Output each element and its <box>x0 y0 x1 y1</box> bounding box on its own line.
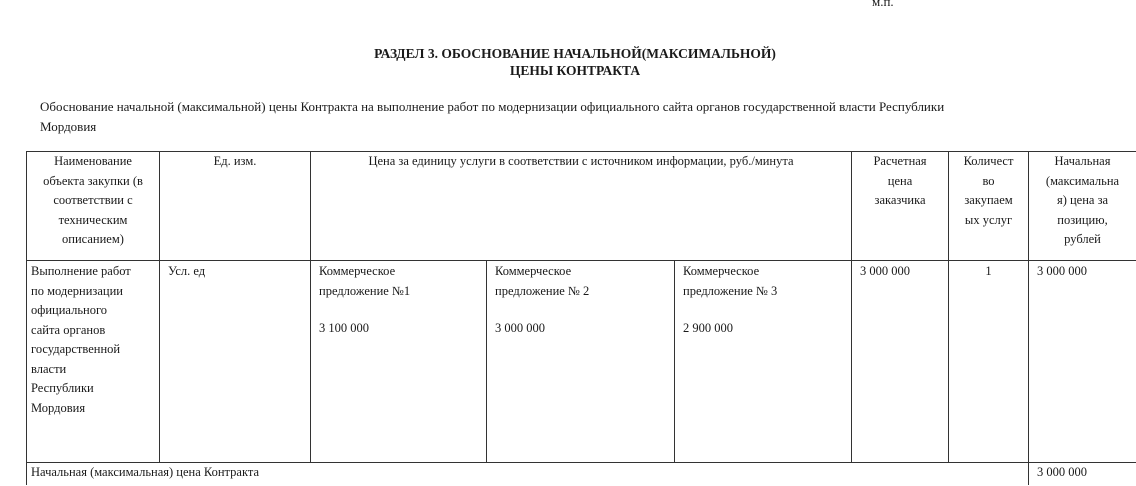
intro-line-2: Мордовия <box>40 119 97 134</box>
section-title-line-2: ЦЕНЫ КОНТРАКТА <box>509 63 641 78</box>
section-title <box>0 45 1136 79</box>
intro-paragraph <box>40 97 1120 137</box>
header-initial-price: Начальная (максимальна я) цена за позицию, рублей <box>1029 152 1136 261</box>
cell-object-name: Выполнение работ по модернизации официального сайта органов государственной власти Республики Мордовия <box>27 261 160 463</box>
table-footer-row <box>27 463 1136 486</box>
header-unit: Ед. изм. <box>160 152 311 261</box>
cell-initial-price: 3 000 000 <box>1029 261 1136 463</box>
footer-value: 3 000 000 <box>1029 463 1136 486</box>
header-quantity: Количест во закупаем ых услуг <box>949 152 1029 261</box>
table-row <box>27 261 1136 463</box>
intro-line-1: Обоснование начальной (максимальной) цены Контракта на выполнение работ по модернизации официального сайта органов государственной власти Республики <box>40 99 945 114</box>
cell-offer-2: Коммерческое предложение № 2 3 000 000 <box>487 261 675 463</box>
cell-offer-1: Коммерческое предложение №1 3 100 000 <box>311 261 487 463</box>
cell-quantity: 1 <box>949 261 1029 463</box>
section-title-line-1: РАЗДЕЛ 3. ОБОСНОВАНИЕ НАЧАЛЬНОЙ(МАКСИМАЛЬНОЙ) <box>374 46 776 61</box>
stamp-mark: м.п. <box>872 0 894 9</box>
header-object-name: Наименование объекта закупки (в соответствии с техническим описанием) <box>27 152 160 261</box>
header-calc-price: Расчетная цена заказчика <box>852 152 949 261</box>
cell-offer-3: Коммерческое предложение № 3 2 900 000 <box>675 261 852 463</box>
cell-unit: Усл. ед <box>160 261 311 463</box>
footer-label: Начальная (максимальная) цена Контракта <box>27 463 1029 486</box>
table-header-row <box>27 152 1136 261</box>
price-justification-table <box>26 151 1136 485</box>
cell-calc-price: 3 000 000 <box>852 261 949 463</box>
header-price-source: Цена за единицу услуги в соответствии с источником информации, руб./минута <box>311 152 852 261</box>
